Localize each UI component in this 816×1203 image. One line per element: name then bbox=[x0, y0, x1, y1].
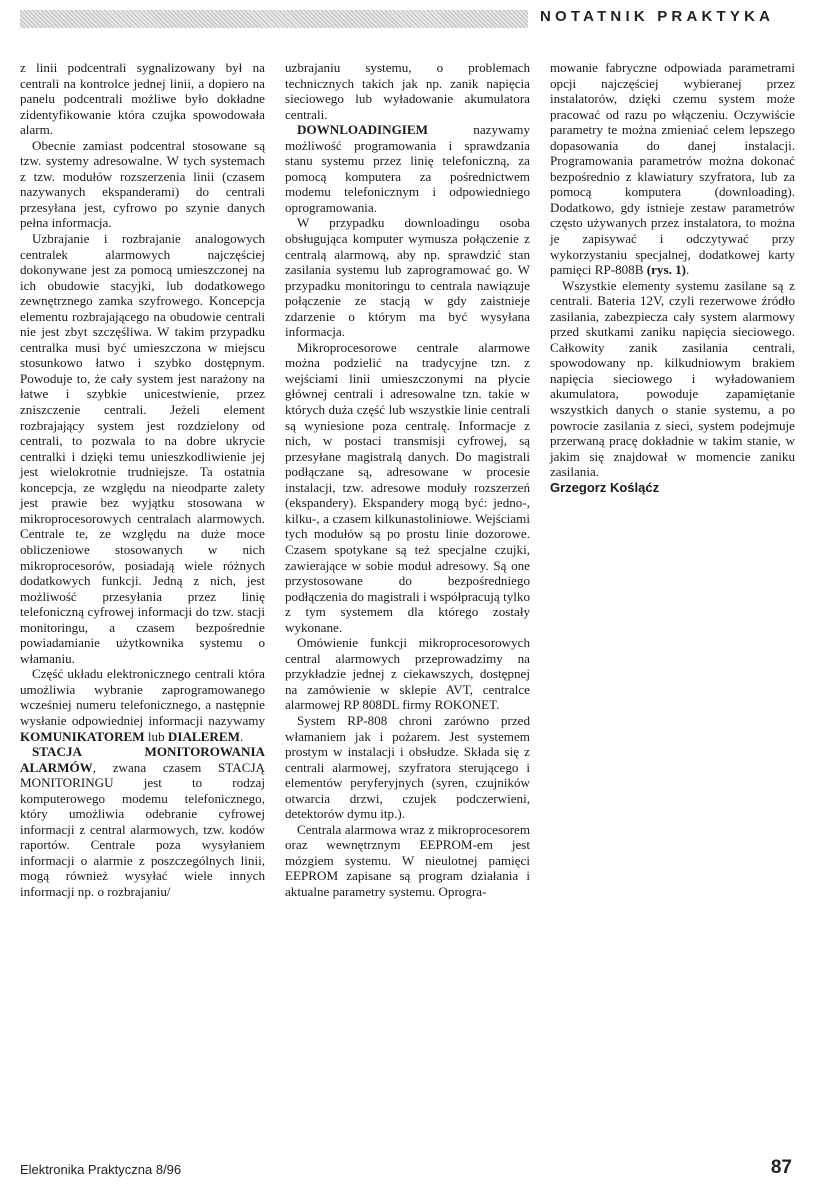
paragraph: Obecnie zamiast podcentral stosowane są tzw. systemy adresowalne. W tych systemach z tzw. modułów rozszerzenia linii (czasem nazywanych ekspanderami) do centrali przesyłana jest, cyfrowo po szynie danych pełna informacja. bbox=[20, 137, 265, 231]
text-run: lub bbox=[144, 728, 168, 744]
paragraph: W przypadku downloadingu osoba obsługująca komputer wymusza połączenie z centralą alarmową, aby np. sprawdzić stan zasilania systemu lub zaprogramować go. W przypadku monitoringu to centrala nawiązuje połączenie ze stacją w gdy zaistnieje zdarzenie o którym ma być wysyłana informacja. bbox=[285, 215, 530, 340]
text-run: Część układu elektronicznego centrali która umożliwia wybranie zaprogramowanego wcześniej numeru telefonicznego, a następnie wysłanie odpowiedniej informacji nazywamy bbox=[20, 666, 265, 728]
column-1 bbox=[20, 60, 265, 1160]
paragraph: z linii podcentrali sygnalizowany był na centrali na kontrolce jednej linii, a dopiero na panelu podcentrali możliwe było dokładne zidentyfikowanie która czujka spowodowała alarm. bbox=[20, 60, 265, 138]
term-dialer: DIALEREM bbox=[167, 728, 240, 744]
page-number: 87 bbox=[770, 1157, 792, 1178]
paragraph: uzbrajaniu systemu, o problemach technicznych takich jak np. zanik napięcia sieciowego lub wyładowanie akumulatora centrali. bbox=[285, 60, 530, 122]
column-2 bbox=[285, 60, 530, 1160]
paragraph bbox=[20, 744, 265, 899]
paragraph: Uzbrajanie i rozbrajanie analogowych centralek alarmowych najczęściej dokonywane jest za pomocą umieszczonej na ich obudowie stacyjki, lub dodatkowego zewnętrznego zamka szyfrowego. Koncepcja elementu rozbrajającego na obudowie centrali nie jest zbyt szczęśliwa. W takim przypadku centralka musi być umieszczona w miejscu stosunkowo łatwo i szybko dostępnym. Powoduje to, że cały system jest narażony na łatwe i szybkie unicestwienie, przez zniszczenie centrali. Jeżeli element rozbrajający system jest rozdzielony od centrali, to pozwala to na dobre ukrycie centralki i dzięki temu unieszkodliwienie jej jest wielokrotnie trudniejsze. Ta ostatnia koncepcja, ze względu na nieodparte zalety jest prawie bez wyjątku stosowana w mikroprocesorowych centralach alarmowych. Centrale te, ze względu na duże moce obliczeniowe stosowanych w nich mikroprocesorów, posiadają wiele różnych dodatkowych funkcji. Jedną z nich, jest możliwość przesyłania przez linię telefoniczną cyfrowej informacji do tzw. stacji monitoringu, a czasem bezpośrednie powiadamianie użytkownika systemu o włamaniu. bbox=[20, 231, 265, 666]
paragraph: Wszystkie elementy systemu zasilane są z centrali. Bateria 12V, czyli rezerwowe źródło zasilania, zabezpiecza cały system alarmowy przed skutkami zaniku napięcia sieciowego. Całkowity zanik zasilania centrali, spowodowany np. kilkudniowym brakiem napięcia sieciowego i wyładowaniem akumulatora, powoduje zapamiętanie wszystkich danych o stanie systemu, a po powrocie zasilania z sieci, system podejmuje przerwaną pracę dokładnie w takim stanie, w jakim się znajdował w momencie zaniku zasilania. bbox=[550, 277, 795, 480]
paragraph: System RP-808 chroni zarówno przed włamaniem jak i pożarem. Jest systemem prostym w instalacji i obsłudze. Składa się z centrali alarmowej, szyfratora sterującego i elementów peryferyjnych (syren, czujników otwarcia drzwi, czujek podczerwieni, detektorów dymu itp.). bbox=[285, 712, 530, 822]
article-body bbox=[20, 60, 795, 1160]
paragraph bbox=[285, 122, 530, 215]
paragraph: Mikroprocesorowe centrale alarmowe można podzielić na tradycyjne tzn. z wejściami linii umieszczonymi na płycie głównej centrali i adresowalne tzn. takie w których duża część lub wszystkie linie centrali są wyniesione poza centralę. Informacje z nich, w postaci transmisji cyfrowej, są przesyłane magistralą danych. Do magistrali podłączane są, adresowane w procesie instalacji, tzw. adresowe moduły rozszerzeń (ekspandery). Ekspandery mogą być: jedno-, kilku-, a czasem kilkunastoliniowe. Wejściami tych modułów są po prostu linie dozorowe. Czasem spotykane są też specjalne czujki, zawierające w sobie moduł adresowy. Są one przystosowane do bezpośredniego podłączenia do magistrali i współpracują tylko z tym systemem dla którego zostały wykonane. bbox=[285, 339, 530, 635]
text-run: . bbox=[686, 262, 690, 278]
paragraph bbox=[20, 666, 265, 744]
publication-footer: Elektronika Praktyczna 8/96 bbox=[20, 1162, 182, 1177]
column-3 bbox=[550, 60, 795, 1160]
paragraph: Centrala alarmowa wraz z mikroprocesorem oraz wewnętrznym EEPROM-em jest mózgiem systemu. W nieulotnej pamięci EEPROM zapisane są program działania i aktualne parametry systemu. Oprogra- bbox=[285, 821, 530, 899]
text-run: , zwana czasem STACJĄ MONITORINGU jest to rodzaj komputerowego modemu telefonicznego, który umożliwia odebranie cyfrowej informacji z central alarmowych, tzw. kodów raportów. Centrale poza wysyłaniem informacji o alarmie z poszczególnych linii, mogą również wysyłać wiele innych informacji np. o rozbrajaniu/ bbox=[20, 759, 265, 899]
term-downloading: DOWNLOADINGIEM bbox=[297, 122, 428, 138]
author-name: Grzegorz Kośląćz bbox=[550, 479, 660, 495]
text-run: nazywamy możliwość programowania i sprawdzania stanu systemu przez linię telefoniczną, za pomocą komputera za pośrednictwem modemu telefonicznym i odpowiedniego oprogramowania. bbox=[285, 122, 530, 215]
section-title: NOTATNIK PRAKTYKA bbox=[540, 8, 775, 25]
header-pattern-bar bbox=[20, 10, 528, 28]
term-stacja-monitorowania: STACJA MONITOROWANIA ALARMÓW bbox=[20, 744, 265, 775]
paragraph: Omówienie funkcji mikroprocesorowych central alarmowych przeprowadzimy na przykładzie jednej z ciekawszych, dostępnej na zamówienie w sklepie AVT, centralce alarmowej RP 808DL firmy ROKONET. bbox=[285, 635, 530, 713]
text-run: mowanie fabryczne odpowiada parametrami opcji najczęściej wybieranej przez instalatorów, dzięki czemu system może pracować od razu po włączeniu. Oczywiście parametry te można zmieniać celem lepszego dopasowania do danej instalacji. Programowania parametrów można dokonać bezpośrednio z klawiatury szyfratora, lub za pomocą komputera (downloading). Dodatkowo, gdy istnieje zestaw parametrów często używanych przez instalatora, to można je zapisywać i odczytywać przy wykorzystaniu specjalnej, dodatkowej karty pamięci RP-808B bbox=[550, 60, 795, 278]
term-komunikator: KOMUNIKATOREM bbox=[20, 728, 145, 744]
paragraph bbox=[550, 60, 795, 278]
figure-reference: (rys. 1) bbox=[646, 262, 687, 278]
text-run: . bbox=[239, 728, 244, 744]
